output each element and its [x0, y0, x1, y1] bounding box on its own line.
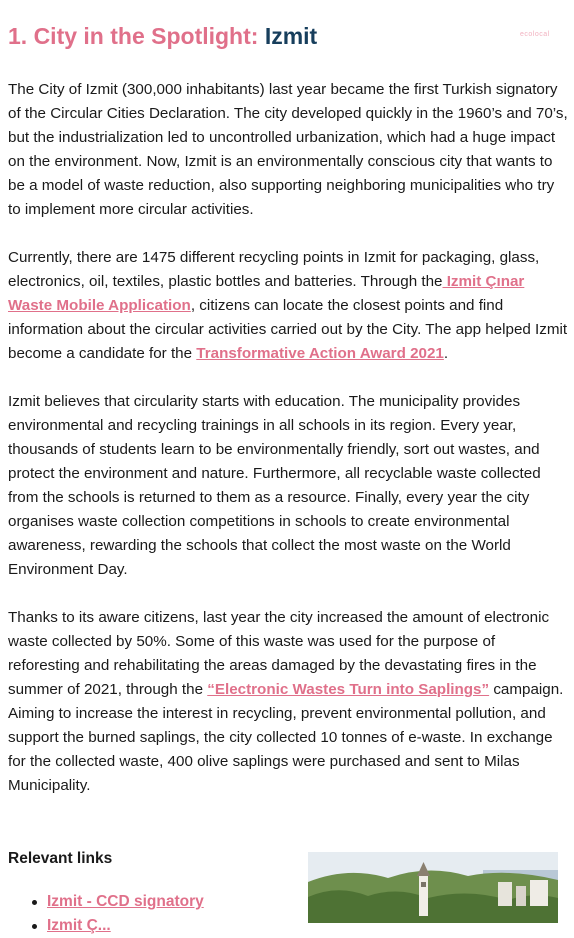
logo-badge: ecolocal: [520, 31, 550, 38]
link-transformative-action-award[interactable]: Transformative Action Award 2021: [196, 345, 444, 362]
paragraph-intro: The City of Izmit (300,000 inhabitants) last year became the first Turkish signatory of the Circular Cities Declaration. The city developed quickly in the 1960’s and 70’s, but the industrialization led to uncontrolled urbanization, which had a huge impact on the environment. Now, Izmit is an environmentally conscious city that wants to be a model of waste reduction, also supporting neighboring municipalities who try to implement more circular activities.: [8, 81, 568, 218]
paragraph-education: Izmit believes that circularity starts with education. The municipality provides environmental and recycling trainings in all schools in its region. Every year, thousands of students learn to be environmentally friendly, sort out wastes, and protect the environment and nature. Furthermore, all recyclable waste collected from the schools is returned to them as a resource. Finally, every year the city organises waste collection competitions in schools to create environmental awareness, rewarding the schools that collect the most waste on the World Environment Day.: [8, 393, 541, 578]
page-title: [8, 21, 317, 51]
list-item: [32, 890, 204, 914]
list-item: [32, 914, 204, 938]
link-ccd-signatory[interactable]: Izmit - CCD signatory: [47, 893, 204, 910]
city-photo-illustration: [308, 852, 558, 923]
relevant-links-list: [32, 890, 204, 938]
article-body: [8, 78, 570, 822]
link-electronic-wastes-campaign[interactable]: “Electronic Wastes Turn into Saplings”: [207, 681, 490, 698]
title-city: Izmit: [264, 23, 318, 49]
paragraph-e-waste: Thanks to its aware citizens, last year the city increased the amount of electronic waste collected by 50%. Some of this waste was used for the purpose of reforesting and rehabilitating the areas damaged by the devastating fires in the summer of 2021, through the “Electronic Wastes Turn into Saplings” campaign. Aiming to increase the interest in recycling, prevent environmental pollution, and support the burned saplings, the city collected 10 tonnes of e-waste. In exchange for the collected waste, 400 olive saplings were purchased and sent to Milas Municipality.: [8, 609, 564, 794]
link-izmit-cinar[interactable]: Izmit Ç...: [47, 917, 111, 934]
paragraph-recycling-points: Currently, there are 1475 different recycling points in Izmit for packaging, glass, electronics, oil, textiles, plastic bottles and batteries. Through the Izmit Çınar Waste Mobile Application, citizens can locate the closest points and find information about the circular activities carried out by the City. The app helped Izmit become a candidate for the Transformative Action Award 2021.: [8, 249, 568, 362]
relevant-links-heading: Relevant links: [8, 850, 113, 867]
link-waste-mobile-app[interactable]: Izmit Çınar Waste Mobile Application: [8, 273, 525, 314]
city-photo: [308, 852, 558, 923]
title-prefix: 1. City in the Spotlight:: [8, 23, 259, 49]
